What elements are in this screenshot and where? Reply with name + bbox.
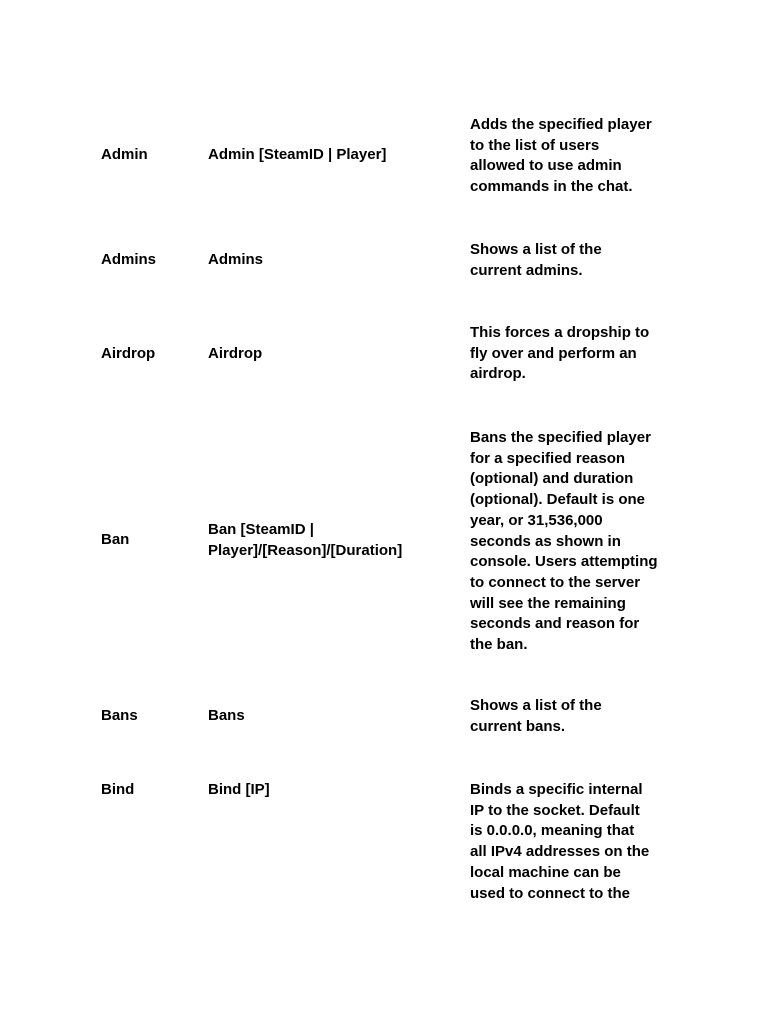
command-description: Binds a specific internal IP to the socket. Default is 0.0.0.0, meaning that all IPv4 addresses on the local machine can be used to connect to the	[470, 781, 650, 902]
command-syntax: Bind [IP]	[208, 781, 270, 798]
command-description: Bans the specified player for a specified reason (optional) and duration (optional). Default is one year, or 31,536,000 seconds as shown in console. Users attempting to connect to the server will see the remaining seconds and reason for the ban.	[470, 429, 658, 654]
command-syntax: Airdrop	[208, 345, 263, 362]
command-name: Bans	[101, 707, 138, 724]
command-name: Admins	[101, 251, 157, 268]
command-syntax: Bans	[208, 707, 245, 724]
command-description: This forces a dropship to fly over and perform an airdrop.	[470, 324, 650, 383]
command-description: Adds the specified player to the list of users allowed to use admin commands in the chat.	[470, 116, 652, 196]
command-description: Shows a list of the current admins.	[470, 241, 602, 279]
command-syntax: Ban [SteamID | Player]/[Reason]/[Duration]	[208, 521, 403, 559]
command-syntax: Admin [SteamID | Player]	[208, 146, 387, 163]
command-syntax: Admins	[208, 251, 264, 268]
command-name: Ban	[101, 531, 130, 548]
command-name: Airdrop	[101, 345, 156, 362]
command-name: Admin	[101, 146, 148, 163]
command-name: Bind	[101, 781, 135, 798]
command-description: Shows a list of the current bans.	[470, 697, 602, 735]
